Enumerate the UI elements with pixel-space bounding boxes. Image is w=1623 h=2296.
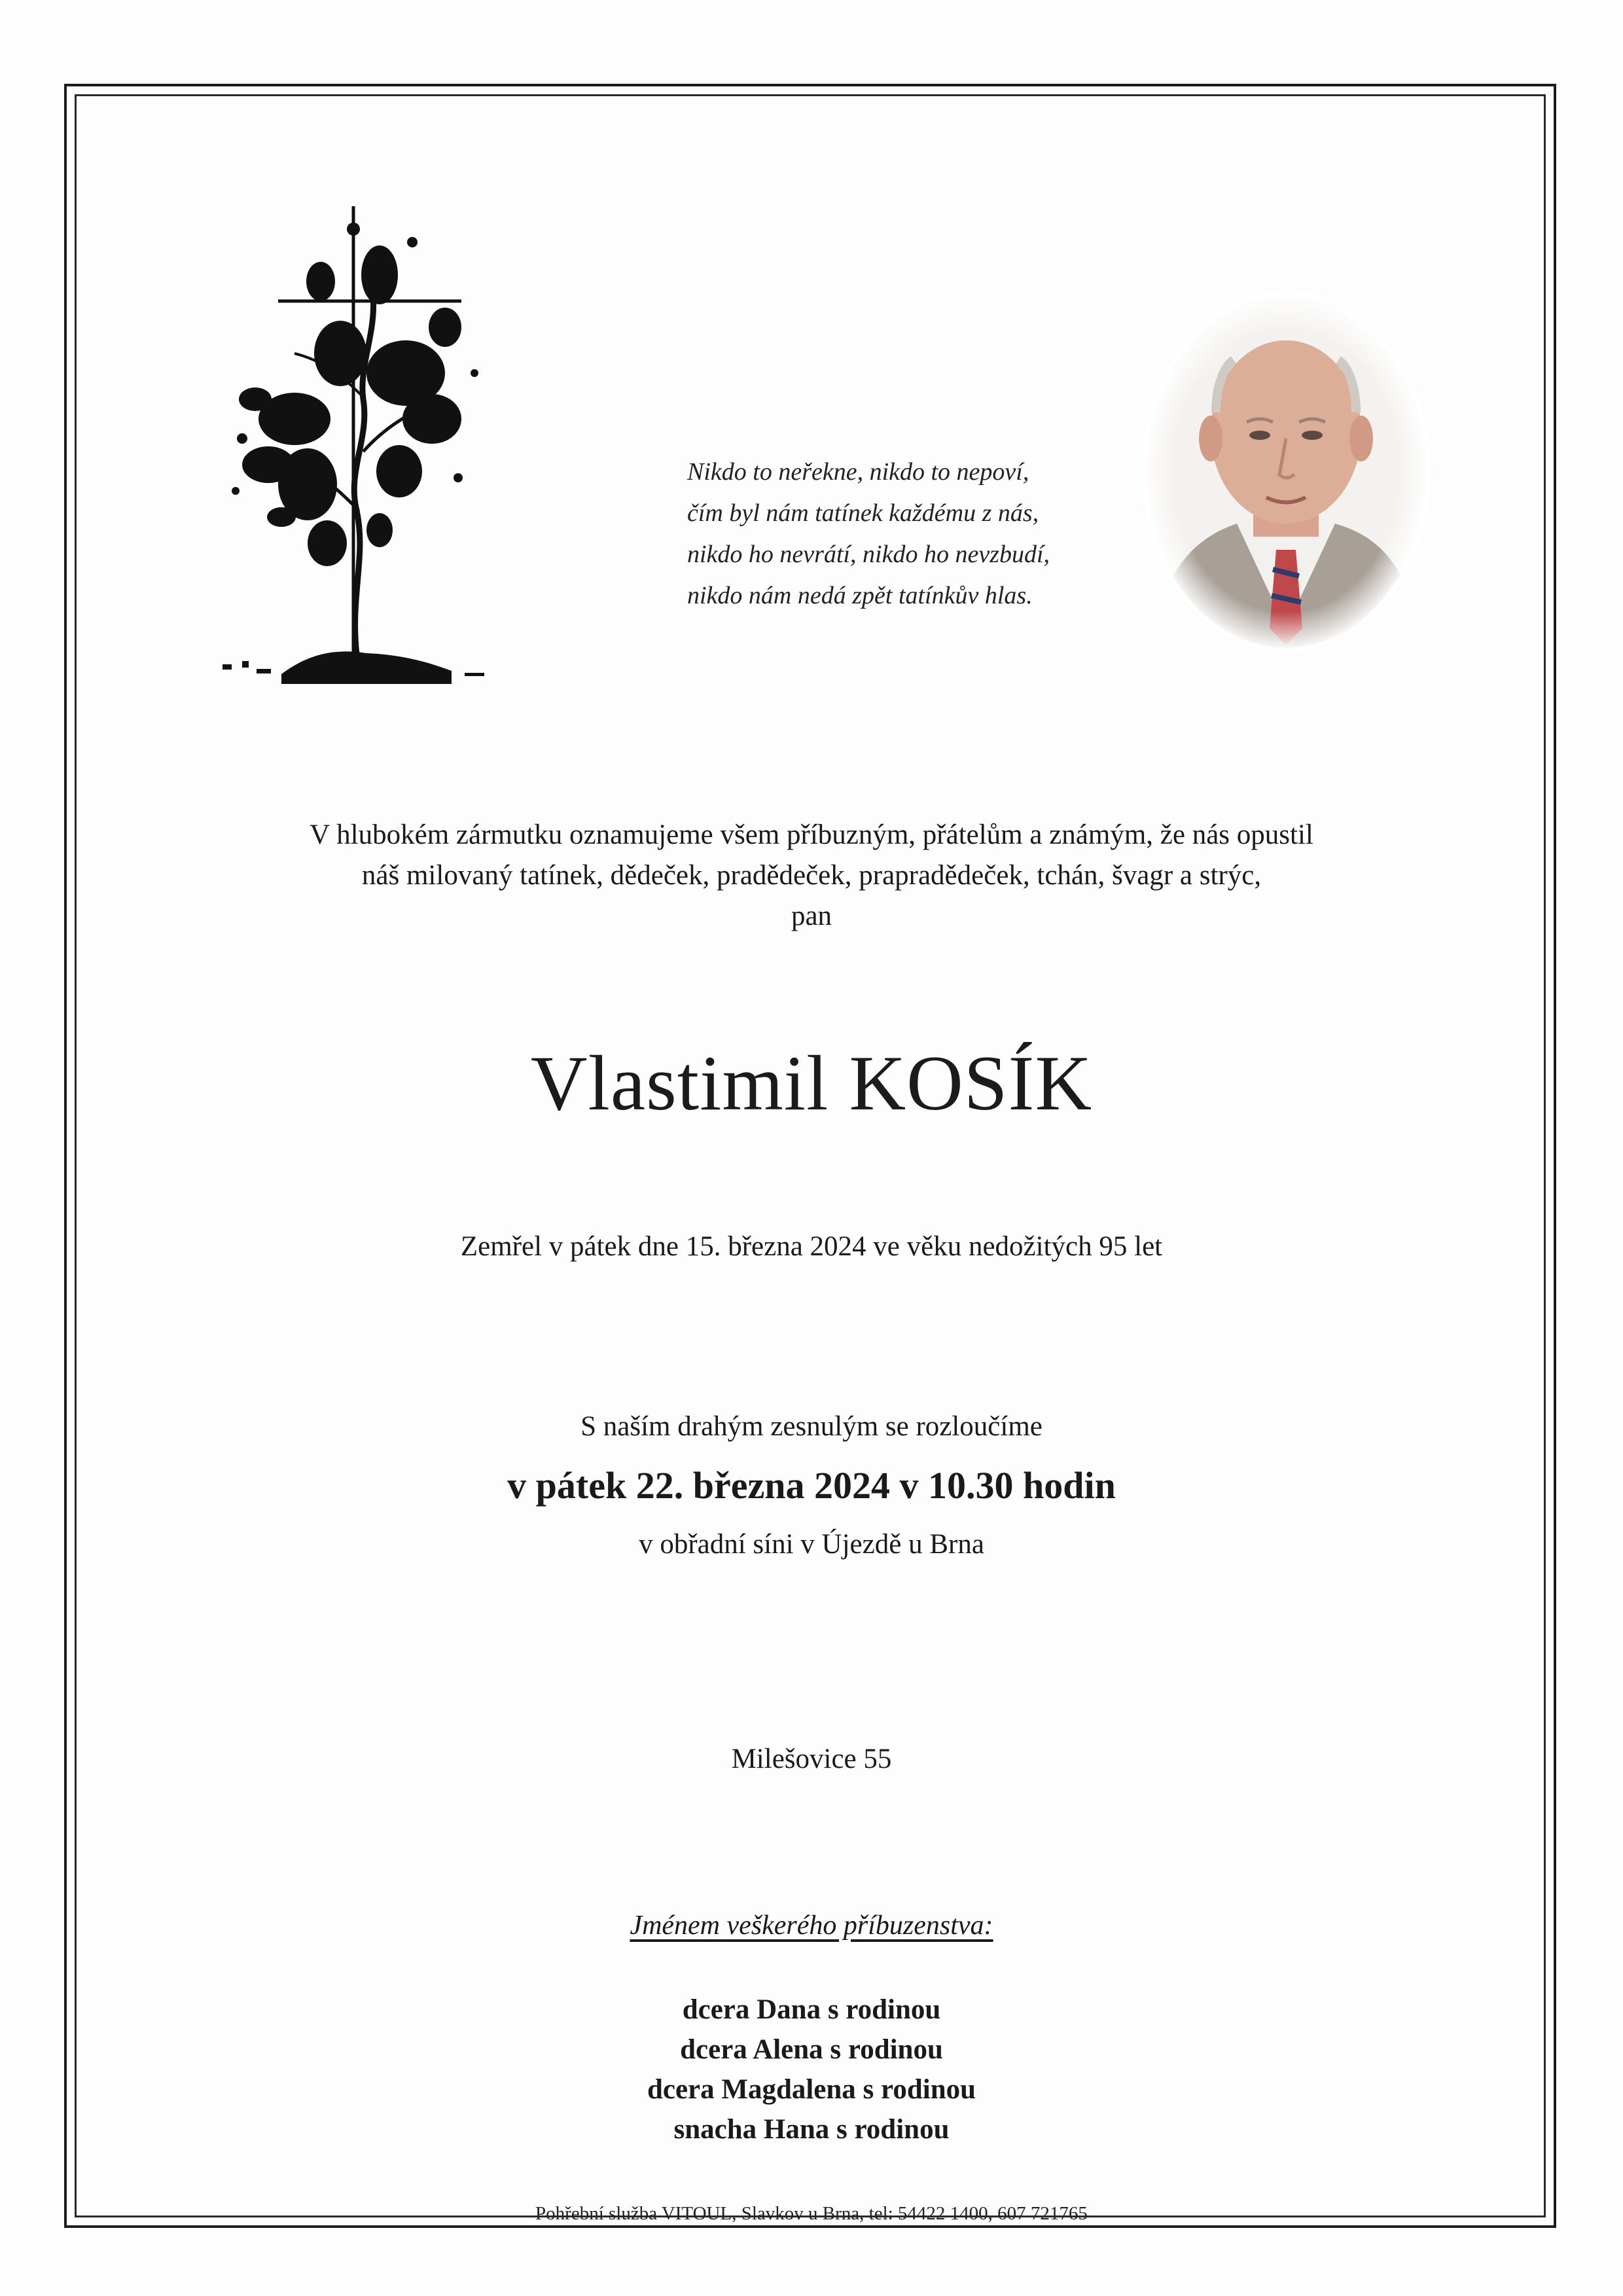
farewell-datetime: v pátek 22. března 2024 v 10.30 hodin xyxy=(507,1464,1116,1507)
family-member: dcera Magdalena s rodinou xyxy=(647,2074,976,2105)
family-heading: Jménem veškerého příbuzenstva: xyxy=(630,1910,993,1941)
death-info: Zemřel v pátek dne 15. března 2024 ve věku nedožitých 95 let xyxy=(460,1231,1163,1262)
family-member: snacha Hana s rodinou xyxy=(673,2114,950,2145)
address: Milešovice 55 xyxy=(731,1744,892,1774)
announcement-line: pan xyxy=(791,901,832,931)
poem-line: nikdo ho nevrátí, nikdo ho nevzbudí, xyxy=(687,541,1050,568)
announcement-line: náš milovaný tatínek, dědeček, pradědeček, prapradědeček, tchán, švagr a strýc, xyxy=(361,860,1262,891)
deceased-name: Vlastimil KOSÍK xyxy=(530,1039,1093,1126)
farewell-intro: S naším drahým zesnulým se rozloučíme xyxy=(580,1411,1043,1442)
poem xyxy=(687,452,1185,617)
poem-line: nikdo nám nedá zpět tatínkův hlas. xyxy=(687,582,1033,609)
funeral-service-footer: Pohřební služba VITOUL, Slavkov u Brna, tel: 54422 1400, 607 721765 xyxy=(535,2203,1088,2224)
portrait-photo xyxy=(1139,288,1433,655)
family-member: dcera Dana s rodinou xyxy=(682,1994,941,2025)
announcement xyxy=(92,815,1531,937)
farewell-place: v obřadní síni v Újezdě u Brna xyxy=(639,1529,984,1560)
poem-line: čím byl nám tatínek každému z nás, xyxy=(687,499,1039,527)
poem-line: Nikdo to neřekne, nikdo to nepoví, xyxy=(687,458,1029,486)
family-list xyxy=(92,1990,1531,2149)
cross-tree-icon xyxy=(216,203,497,700)
announcement-line: V hlubokém zármutku oznamujeme všem příbuzným, přátelům a známým, že nás opustil xyxy=(310,819,1313,850)
family-member: dcera Alena s rodinou xyxy=(680,2034,943,2065)
